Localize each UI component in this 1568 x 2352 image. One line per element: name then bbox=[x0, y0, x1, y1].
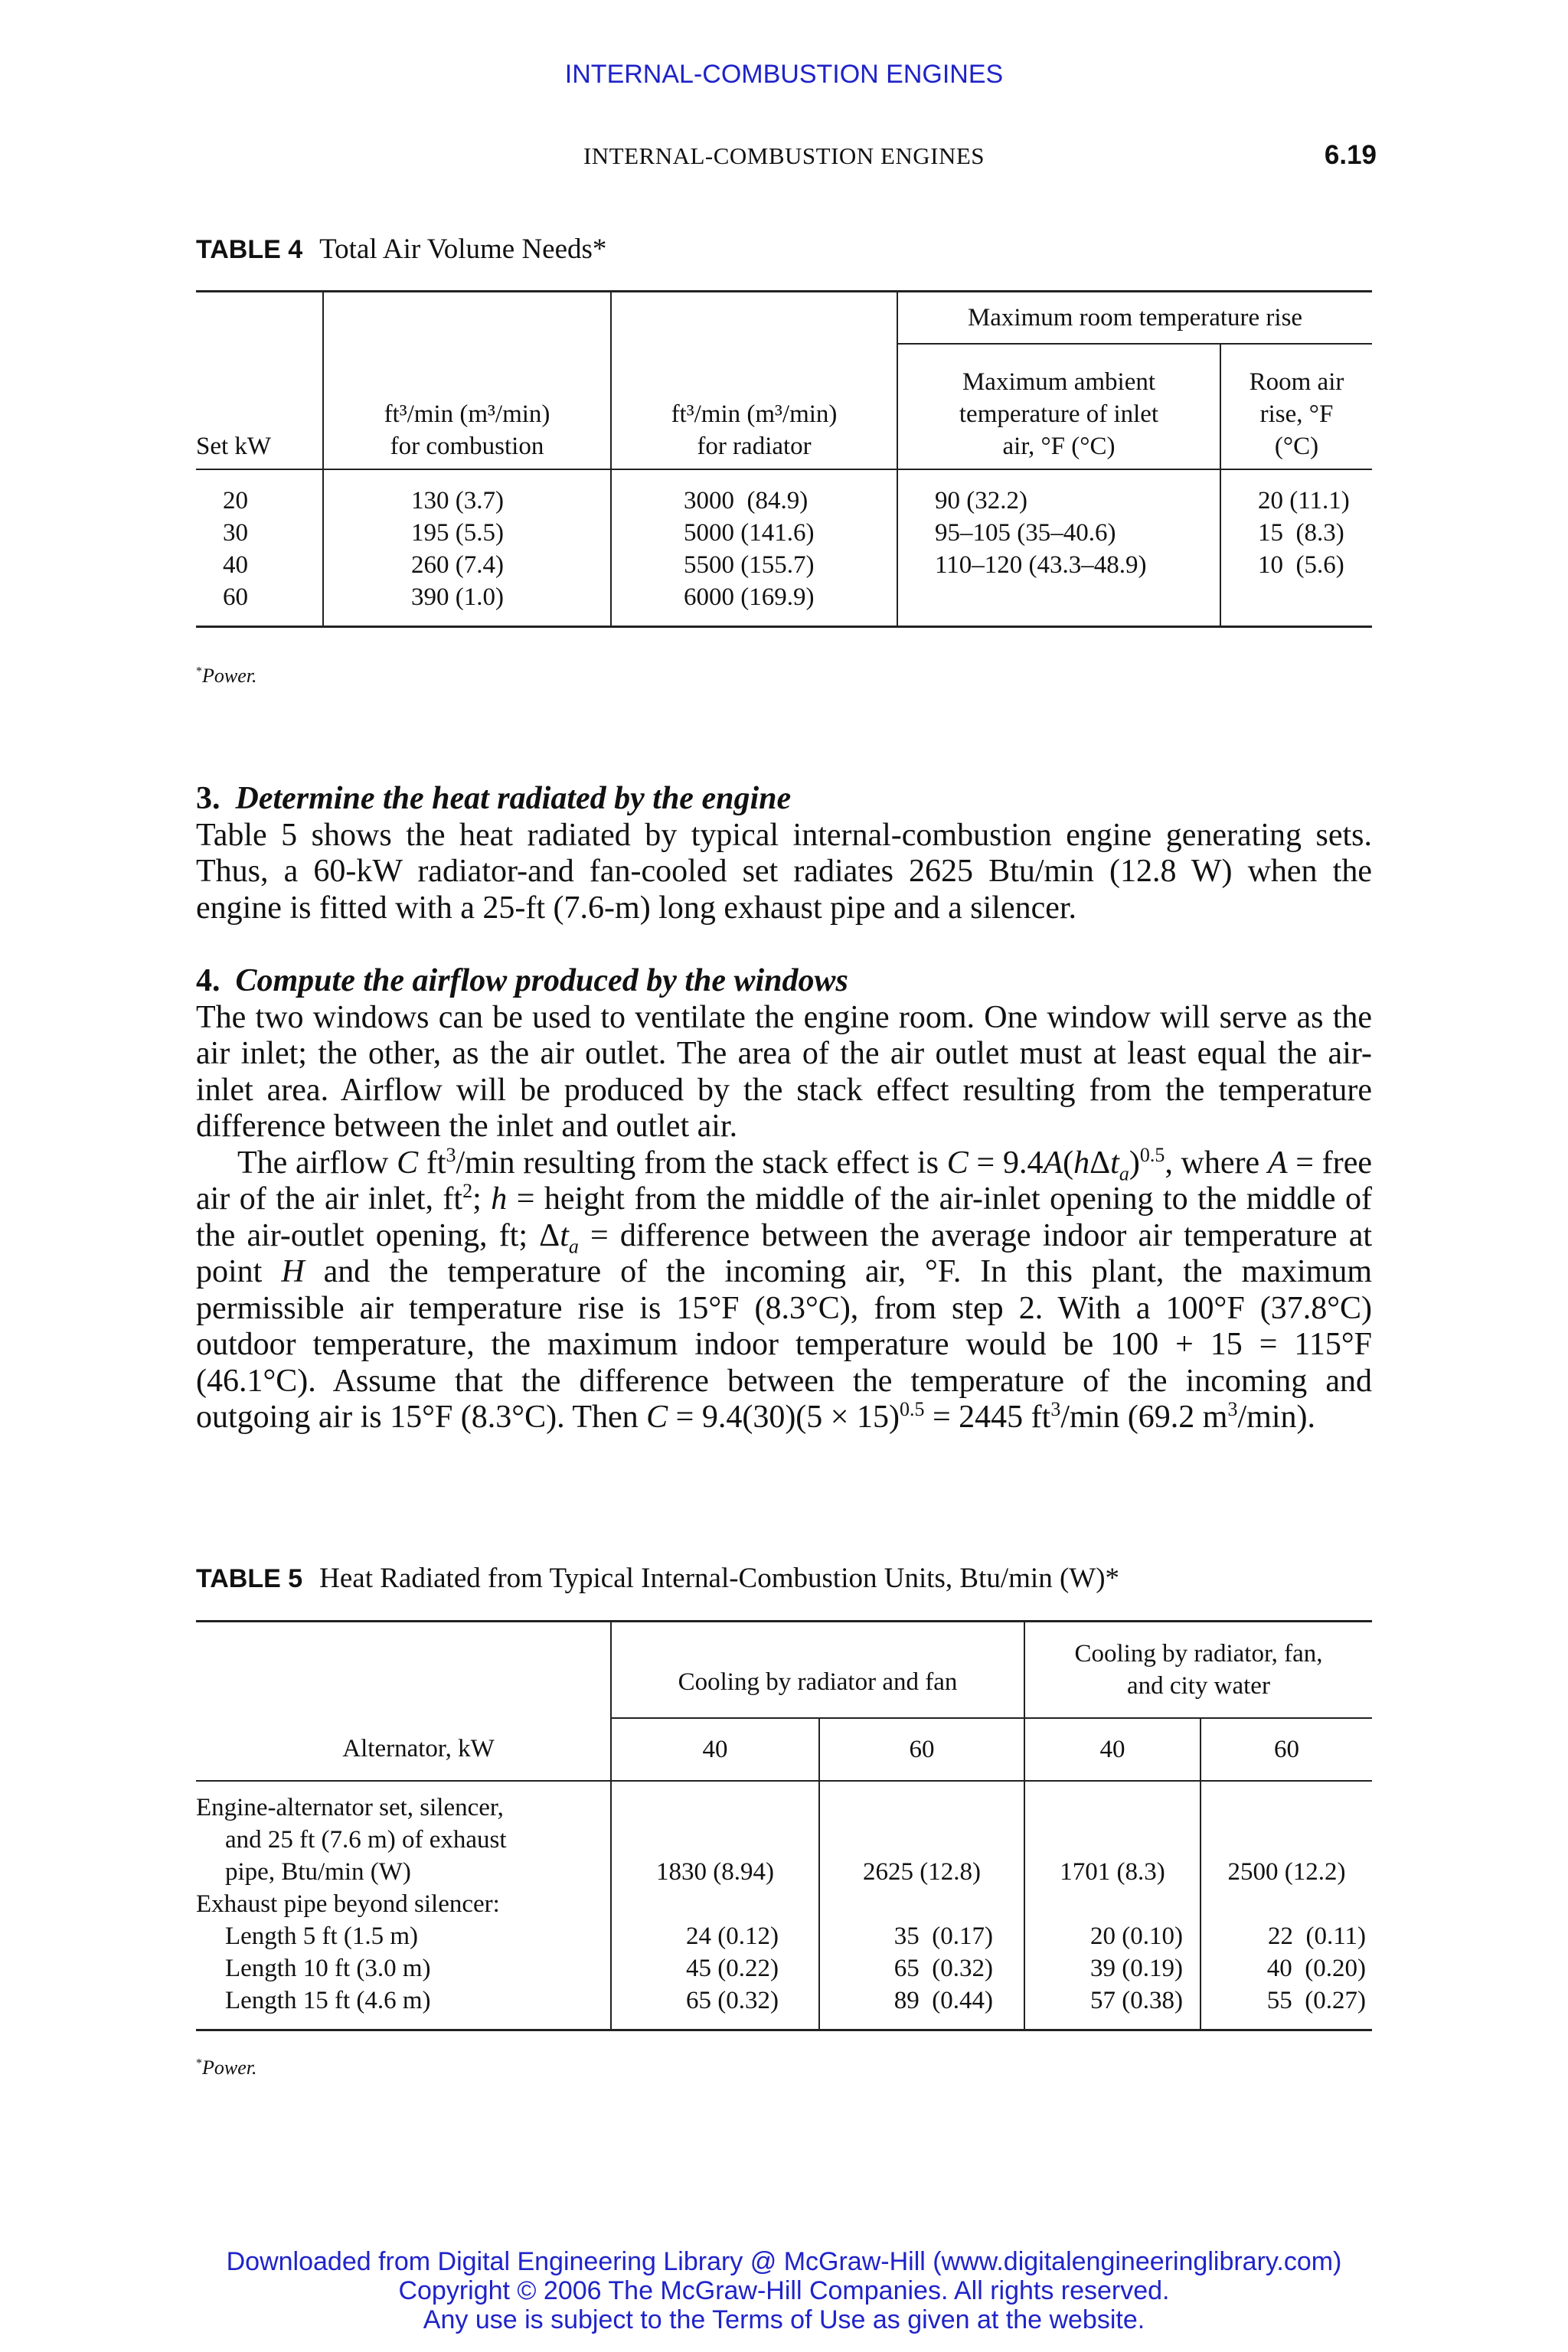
table-row: 30 195 (5.5) 5000 (141.6) 95–105 (35–40.6) 15 (8.3) bbox=[196, 517, 1372, 549]
table4-col-ambient: Maximum ambient temperature of inlet air, °F (°C) bbox=[897, 344, 1220, 469]
table5-label: TABLE 5 bbox=[196, 1564, 303, 1593]
table5-kw-1: 40 bbox=[611, 1718, 819, 1781]
table5-caption bbox=[196, 1562, 1119, 1595]
table-row: Engine-alternator set, silencer, and 25 ft (7.6 m) of exhaust pipe, Btu/min (W) 1830 (8.94) 2625 (12.8) 1701 (8.3) 2500 (12.2) bbox=[196, 1792, 1372, 1888]
table4-title: Total Air Volume Needs* bbox=[319, 234, 607, 265]
table-row: 40 260 (7.4) 5500 (155.7) 110–120 (43.3–48.9) 10 (5.6) bbox=[196, 549, 1372, 581]
step3-section bbox=[196, 781, 1372, 926]
table5-row1-label: Engine-alternator set, silencer, and 25 ft (7.6 m) of exhaust pipe, Btu/min (W) bbox=[196, 1793, 507, 1886]
table4-group-header: Maximum room temperature rise bbox=[897, 292, 1372, 344]
table4-col-combustion: ft³/min (m³/min) for combustion bbox=[323, 344, 611, 469]
table4-label: TABLE 4 bbox=[196, 235, 303, 264]
table-row: Length 15 ft (4.6 m) 65 (0.32) 89 (0.44) 57 (0.38) 55 (0.27) bbox=[196, 1984, 1372, 2030]
table4-footnote: *Power. bbox=[196, 665, 257, 687]
table-row: Length 5 ft (1.5 m) 24 (0.12) 35 (0.17) 20 (0.10) 22 (0.11) bbox=[196, 1920, 1372, 1952]
table5-kw-3: 40 bbox=[1024, 1718, 1200, 1781]
page-number: 6.19 bbox=[1324, 140, 1377, 170]
table5-footnote: *Power. bbox=[196, 2056, 257, 2079]
table4-caption bbox=[196, 233, 606, 266]
step4-para1: The two windows can be used to ventilate the engine room. One window will serve as the air inlet; the other, as the air outlet. The area of the air outlet must at least equal the air-inlet area. Airflow will be produced by the stack effect resulting from the temperature difference between the inlet and outlet air. bbox=[196, 999, 1372, 1144]
table-row: 20 130 (3.7) 3000 (84.9) 90 (32.2) 20 (11.1) bbox=[196, 485, 1372, 517]
step3-text: Table 5 shows the heat radiated by typical internal-combustion engine generating sets. Thus, a 60-kW radiator-and fan-cooled set radiates 2625 Btu/min (12.8 W) when the engine is fitted with a 25-ft (7.6-m) long exhaust pipe and a silencer. bbox=[196, 817, 1372, 926]
table4-col-setkw: Set kW bbox=[196, 344, 323, 469]
table-row: Length 10 ft (3.0 m) 45 (0.22) 65 (0.32) 39 (0.19) 40 (0.20) bbox=[196, 1952, 1372, 1984]
copyright-notice bbox=[0, 2247, 1568, 2334]
table4-col-rise: Room air rise, °F (°C) bbox=[1220, 344, 1372, 469]
table-row: 60 390 (1.0) 6000 (169.9) bbox=[196, 581, 1372, 627]
copyright-line: Copyright © 2006 The McGraw-Hill Companies. All rights reserved. bbox=[398, 2276, 1170, 2305]
running-head: INTERNAL-COMBUSTION ENGINES bbox=[583, 142, 985, 169]
table-row bbox=[196, 1888, 1372, 1920]
step4-para2: The airflow C $ft^3/\min$ resulting from the stack effect is $C = 9.4A(h\Delta t_a)^{0.5}$, where A = free air of the air inlet, $ft^2$; h = height from the middle of the air-inlet opening to the middle of the air-outlet opening, ft; $\Delta t_a$ = difference between the average indoor air temperature at point H and the temperature of the incoming air, °F. In this plant, the maximum permissible air temperature rise is 15°F (8.3°C), from step 2. With a 100°F (37.8°C) outdoor temperature, the maximum indoor temperature would be 100 + 15 = 115°F (46.1°C). Assume that the difference between the temperature of the incoming and outgoing air is 15°F (8.3°C). Then $C = 9.4(30)(5 \times 15)^{0.5} = 2445$ $ft^3/\min$ (69.2 $m^3/\min$). bbox=[196, 1143, 1373, 1435]
download-link[interactable]: Downloaded from Digital Engineering Library @ McGraw-Hill (www.digitalengineeringlibrary.com) bbox=[226, 2247, 1342, 2276]
table5-title: Heat Radiated from Typical Internal-Combustion Units, Btu/min (W)* bbox=[319, 1563, 1120, 1594]
table5-exhaust-header: Exhaust pipe beyond silencer: bbox=[196, 1890, 500, 1918]
step3-heading: 3. Determine the heat radiated by the engine bbox=[196, 781, 792, 816]
table5-col-alternator: Alternator, kW bbox=[196, 1718, 611, 1781]
table5-group2: Cooling by radiator, fan, and city water bbox=[1024, 1622, 1372, 1718]
table5-kw-2: 60 bbox=[819, 1718, 1024, 1781]
step4-section bbox=[196, 963, 1372, 1436]
table5-group1: Cooling by radiator and fan bbox=[611, 1622, 1024, 1718]
table4 bbox=[196, 290, 1372, 628]
table4-col-radiator: ft³/min (m³/min) for radiator bbox=[611, 344, 897, 469]
table5 bbox=[196, 1620, 1372, 2031]
terms-line: Any use is subject to the Terms of Use as given at the website. bbox=[423, 2305, 1145, 2334]
step4-heading: 4. Compute the airflow produced by the windows bbox=[196, 963, 848, 998]
table5-kw-4: 60 bbox=[1200, 1718, 1372, 1781]
site-banner: INTERNAL-COMBUSTION ENGINES bbox=[564, 60, 1004, 89]
